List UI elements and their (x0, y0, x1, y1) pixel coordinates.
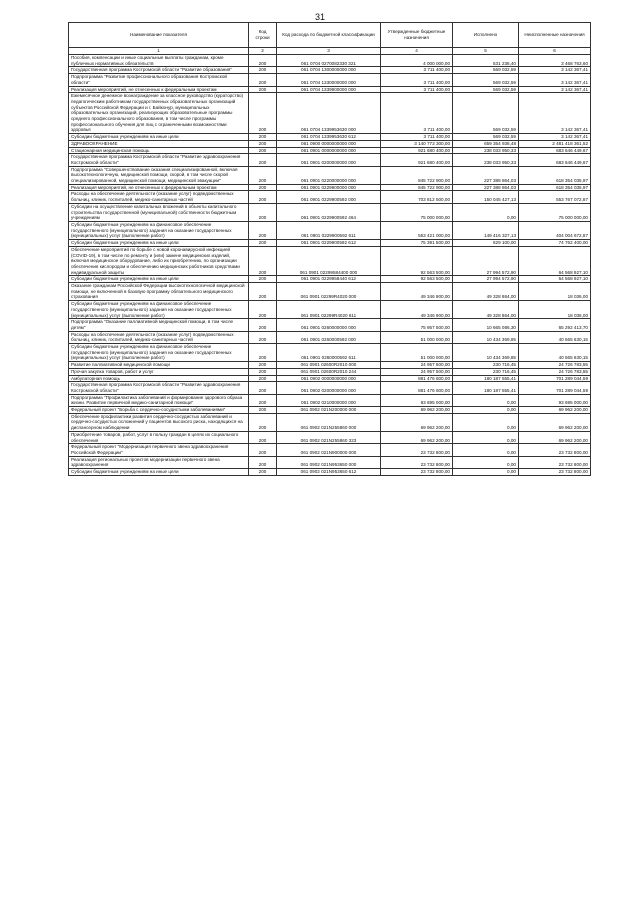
table-row (69, 394, 591, 406)
budget-code: 061 0902 0000000000 000 (277, 375, 381, 382)
row-code: 200 (249, 147, 277, 154)
indicator-name: Субсидии на осуществление капитальных вложений в объекты капитального строительства государственной (муниципальной) собственности бюджетным учреждениям (69, 203, 249, 221)
table-row (69, 154, 591, 166)
column-index: 3 (277, 48, 381, 55)
budget-code: 061 0902 021N953650 612 (277, 469, 381, 476)
table-row (69, 331, 591, 343)
executed-amount: 569 032,59 (453, 74, 519, 86)
indicator-name: Пособия, компенсации и иные социальные выплаты гражданам, кроме публичных нормативных обязательств (69, 55, 249, 67)
indicator-name: Обеспечение мероприятий по борьбе с новой коронавирусной инфекцией (COVID-19), в том числе по ремонту и (или) замене медицинских изделий, включая медицинское оборудование, либо их приобретению, по организации обеспечения кислородом и обеспечению медицинских работников средствами индивидуальной защиты (69, 246, 249, 276)
remaining-amount: 93 695 000,00 (519, 394, 591, 406)
indicator-name: Реализация региональных проектов модернизации первичного звена здравоохранения (69, 456, 249, 468)
indicator-name: Подпрограмма "Профилактика заболеваний и формирование здорового образа жизни. Развитие первичной медико-санитарной помощи" (69, 394, 249, 406)
table-row (69, 407, 591, 414)
row-code: 200 (249, 134, 277, 141)
approved-amount: 75 957 500,00 (381, 319, 453, 331)
approved-amount: 49 346 900,00 (381, 301, 453, 319)
indicator-name: Субсидии бюджетным учреждениям на финансовое обеспечение государственного (муниципального) задания на оказание государственных (муниципальных) услуг (выполнение работ) (69, 221, 249, 239)
table-row (69, 368, 591, 375)
indicator-name: Субсидии бюджетным учреждениям на иные цели (69, 276, 249, 283)
budget-code: 061 0902 021N900000 000 (277, 444, 381, 456)
approved-amount: 3 711 400,00 (381, 134, 453, 141)
row-code: 200 (249, 431, 277, 443)
executed-amount: 0,00 (453, 394, 519, 406)
remaining-amount: 23 732 800,00 (519, 456, 591, 468)
remaining-amount: 683 646 449,67 (519, 154, 591, 166)
executed-amount: 49 328 864,00 (453, 301, 519, 319)
table-row (69, 74, 591, 86)
remaining-amount: 618 354 035,97 (519, 184, 591, 191)
row-code: 200 (249, 394, 277, 406)
remaining-amount: 74 762 400,00 (519, 240, 591, 247)
executed-amount: 238 033 950,33 (453, 147, 519, 154)
row-code: 200 (249, 456, 277, 468)
remaining-amount: 75 000 000,00 (519, 203, 591, 221)
approved-amount: 845 722 900,00 (381, 184, 453, 191)
row-code: 200 (249, 444, 277, 456)
row-code: 200 (249, 246, 277, 276)
approved-amount: 69 962 200,00 (381, 407, 453, 414)
approved-amount: 881 476 600,00 (381, 375, 453, 382)
remaining-amount: 64 568 927,10 (519, 246, 591, 276)
approved-amount: 23 732 800,00 (381, 444, 453, 456)
budget-code: 061 0901 0220000000 000 (277, 166, 381, 184)
remaining-amount: 69 962 200,00 (519, 407, 591, 414)
approved-amount: 921 680 400,00 (381, 154, 453, 166)
approved-amount: 75 391 500,00 (381, 240, 453, 247)
remaining-amount: 69 962 200,00 (519, 431, 591, 443)
row-code: 200 (249, 331, 277, 343)
row-code: 200 (249, 301, 277, 319)
executed-amount: 0,00 (453, 407, 519, 414)
indicator-name: Субсидии бюджетным учреждениям на иные цели (69, 240, 249, 247)
header-row-code: Код строки (249, 23, 277, 48)
row-code: 200 (249, 221, 277, 239)
executed-amount: 230 716,45 (453, 368, 519, 375)
row-code: 200 (249, 362, 277, 369)
budget-code: 061 0902 0210000000 000 (277, 394, 381, 406)
budget-code: 061 0901 0229900592 612 (277, 240, 381, 247)
executed-amount: 180 187 555,41 (453, 382, 519, 394)
approved-amount: 51 000 000,00 (381, 331, 453, 343)
indicator-name: Расходы на обеспечение деятельности (оказание услуг) подведомственных больниц, клиник, госпиталей, медико-санитарных частей (69, 191, 249, 203)
table-row (69, 319, 591, 331)
remaining-amount: 23 732 800,00 (519, 444, 591, 456)
indicator-name: Расходы на обеспечение деятельности (оказание услуг) подведомственных больниц, клиник, госпиталей, медико-санитарных частей (69, 331, 249, 343)
indicator-name: Ежемесячное денежное вознаграждение за классное руководство (кураторство) педагогическим работникам государственных образовательных организаций субъектов Российской Федерации и г. Байконур, муниципальных образовательных организаций, реализующих образовательные программы среднего профессионального образования, в том числе программы профессионального обучения для лиц с ограниченными возможностями здоровья (69, 93, 249, 134)
table-row (69, 166, 591, 184)
table-row (69, 203, 591, 221)
approved-amount: 75 000 000,00 (381, 203, 453, 221)
budget-code: 061 0902 0200000000 000 (277, 382, 381, 394)
budget-code: 061 0902 021N255860 000 (277, 413, 381, 431)
table-row (69, 191, 591, 203)
table-row (69, 86, 591, 93)
remaining-amount: 40 565 630,15 (519, 331, 591, 343)
approved-amount: 24 957 500,00 (381, 362, 453, 369)
approved-amount: 4 000 000,00 (381, 55, 453, 67)
row-code: 200 (249, 74, 277, 86)
approved-amount: 3 711 400,00 (381, 67, 453, 74)
executed-amount: 531 236,40 (453, 55, 519, 67)
budget-code: 061 0704 0270082330 321 (277, 55, 381, 67)
indicator-name: Подпрограмма "Развитие профессионального образования Костромской области" (69, 74, 249, 86)
row-code: 200 (249, 67, 277, 74)
indicator-name: Федеральный проект "Борьба с сердечно-сосудистыми заболеваниями" (69, 407, 249, 414)
column-index: 6 (519, 48, 591, 55)
row-code: 200 (249, 166, 277, 184)
remaining-amount: 23 732 800,00 (519, 469, 591, 476)
executed-amount: 0,00 (453, 431, 519, 443)
row-code: 200 (249, 368, 277, 375)
row-code: 200 (249, 344, 277, 362)
header-approved: Утвержденные бюджетные назначения (381, 23, 453, 48)
remaining-amount: 3 142 367,41 (519, 86, 591, 93)
executed-amount: 10 434 369,85 (453, 344, 519, 362)
column-index: 4 (381, 48, 453, 55)
header-remaining: Неисполненные назначения (519, 23, 591, 48)
row-code: 200 (249, 86, 277, 93)
approved-amount: 51 000 000,00 (381, 344, 453, 362)
executed-amount: 569 032,59 (453, 86, 519, 93)
budget-code: 061 0704 1339953630 000 (277, 93, 381, 134)
remaining-amount: 3 468 763,60 (519, 55, 591, 67)
approved-amount: 49 346 900,00 (381, 283, 453, 301)
column-index: 5 (453, 48, 519, 55)
executed-amount: 227 388 864,03 (453, 166, 519, 184)
approved-amount: 69 962 200,00 (381, 413, 453, 431)
budget-code: 061 0901 0260000592 000 (277, 331, 381, 343)
executed-amount: 0,00 (453, 469, 519, 476)
row-code: 200 (249, 191, 277, 203)
remaining-amount: 3 142 367,41 (519, 74, 591, 86)
approved-amount: 703 812 500,00 (381, 191, 453, 203)
approved-amount: 92 563 500,00 (381, 246, 453, 276)
remaining-amount: 24 726 783,55 (519, 368, 591, 375)
executed-amount: 569 032,59 (453, 93, 519, 134)
remaining-amount: 3 142 367,41 (519, 93, 591, 134)
remaining-amount: 3 142 367,41 (519, 67, 591, 74)
budget-execution-table (68, 22, 591, 476)
row-code: 200 (249, 375, 277, 382)
budget-code: 061 0902 021N953650 000 (277, 456, 381, 468)
approved-amount: 23 732 800,00 (381, 456, 453, 468)
indicator-name: Подпрограмма "Оказание паллиативной медицинской помощи, в том числе детям" (69, 319, 249, 331)
executed-amount: 27 994 572,90 (453, 276, 519, 283)
remaining-amount: 64 568 927,10 (519, 276, 591, 283)
executed-amount: 10 665 086,30 (453, 319, 519, 331)
executed-amount: 0,00 (453, 444, 519, 456)
executed-amount: 0,00 (453, 203, 519, 221)
table-row (69, 413, 591, 431)
table-row (69, 147, 591, 154)
row-code: 200 (249, 382, 277, 394)
remaining-amount: 683 646 449,67 (519, 147, 591, 154)
approved-amount: 553 421 000,00 (381, 221, 453, 239)
column-index: 2 (249, 48, 277, 55)
row-code: 200 (249, 413, 277, 431)
row-code: 200 (249, 240, 277, 247)
indicator-name: Подпрограмма "Совершенствование оказания специализированной, включая высокотехнологичную, медицинской помощи, скорой, в том числе скорой специализированной, медицинской помощи, медицинской эвакуации" (69, 166, 249, 184)
budget-code: 061 0901 0229900592 464 (277, 203, 381, 221)
row-code: 200 (249, 184, 277, 191)
budget-code: 061 0901 02600R2010 000 (277, 362, 381, 369)
indicator-name: Субсидии бюджетным учреждениям на финансовое обеспечение государственного (муниципального) задания на оказание государственных (муниципальных) услуг (выполнение работ) (69, 301, 249, 319)
remaining-amount: 618 354 035,97 (519, 166, 591, 184)
remaining-amount: 3 142 367,41 (519, 134, 591, 141)
indicator-name: Приобретение товаров, работ, услуг в пользу граждан в целях их социального обеспечения (69, 431, 249, 443)
table-row (69, 55, 591, 67)
row-code: 200 (249, 154, 277, 166)
executed-amount: 629 100,00 (453, 240, 519, 247)
executed-amount: 659 354 938,48 (453, 140, 519, 147)
indicator-name: Обеспечение профилактики развития сердечно-сосудистых заболеваний и сердечно-сосудистых осложнений у пациентов высокого риска, находящихся на диспансерном наблюдении (69, 413, 249, 431)
table-row (69, 93, 591, 134)
executed-amount: 230 716,45 (453, 362, 519, 369)
column-index-row (69, 48, 591, 55)
budget-code: 061 0901 0229900592 611 (277, 221, 381, 239)
executed-amount: 180 187 555,41 (453, 375, 519, 382)
budget-code: 061 0901 0200000000 000 (277, 154, 381, 166)
approved-amount: 69 962 200,00 (381, 431, 453, 443)
table-header-row (69, 23, 591, 48)
indicator-name: Субсидии бюджетным учреждениям на иные цели (69, 134, 249, 141)
row-code: 200 (249, 55, 277, 67)
executed-amount: 238 033 950,33 (453, 154, 519, 166)
indicator-name: Государственная программа Костромской области "Развитие здравоохранения Костромской области" (69, 154, 249, 166)
executed-amount: 0,00 (453, 413, 519, 431)
table-row (69, 375, 591, 382)
executed-amount: 10 434 369,85 (453, 331, 519, 343)
indicator-name: Реализация мероприятий, не отнесенных к федеральным проектам (69, 86, 249, 93)
approved-amount: 881 476 600,00 (381, 382, 453, 394)
budget-code: 061 0901 02600R2010 244 (277, 368, 381, 375)
budget-code: 061 0704 1330000000 000 (277, 74, 381, 86)
header-executed: Исполнено (453, 23, 519, 48)
budget-code: 061 0901 0229900592 000 (277, 191, 381, 203)
executed-amount: 27 994 572,90 (453, 246, 519, 276)
remaining-amount: 18 036,00 (519, 301, 591, 319)
approved-amount: 3 711 400,00 (381, 74, 453, 86)
table-row (69, 283, 591, 301)
row-code: 200 (249, 469, 277, 476)
executed-amount: 569 032,59 (453, 134, 519, 141)
indicator-name: Оказание гражданам Российской Федерации высокотехнологичной медицинской помощи, не включенной в базовую программу обязательного медицинского страхования (69, 283, 249, 301)
table-row (69, 246, 591, 276)
executed-amount: 150 045 427,13 (453, 191, 519, 203)
budget-code: 061 0901 0260000000 000 (277, 319, 381, 331)
indicator-name: Развитие паллиативной медицинской помощи (69, 362, 249, 369)
approved-amount: 921 680 400,00 (381, 147, 453, 154)
approved-amount: 92 563 500,00 (381, 276, 453, 283)
table-row (69, 301, 591, 319)
approved-amount: 3 140 773 300,00 (381, 140, 453, 147)
row-code: 200 (249, 319, 277, 331)
page-number: 31 (314, 12, 325, 22)
table-row (69, 444, 591, 456)
table-row (69, 431, 591, 443)
remaining-amount: 40 565 630,15 (519, 344, 591, 362)
budget-code: 061 0901 02299R4020 611 (277, 301, 381, 319)
table-row (69, 184, 591, 191)
header-indicator-name: Наименование показателя (69, 23, 249, 48)
row-code: 200 (249, 283, 277, 301)
indicator-name: Федеральный проект "Модернизация первичного звена здравоохранения Российской Федерации" (69, 444, 249, 456)
indicator-name: Субсидии бюджетным учреждениям на финансовое обеспечение государственного (муниципального) задания на оказание государственных (муниципальных) услуг (выполнение работ) (69, 344, 249, 362)
budget-code: 061 0902 021N200000 000 (277, 407, 381, 414)
indicator-name: Прочая закупка товаров, работ и услуг (69, 368, 249, 375)
remaining-amount: 404 004 672,87 (519, 221, 591, 239)
table-row (69, 221, 591, 239)
remaining-amount: 18 036,00 (519, 283, 591, 301)
table-row (69, 469, 591, 476)
header-budget-code: Код расхода по бюджетной классификации (277, 23, 381, 48)
approved-amount: 845 722 900,00 (381, 166, 453, 184)
executed-amount: 149 416 327,13 (453, 221, 519, 239)
remaining-amount: 553 767 072,87 (519, 191, 591, 203)
indicator-name: ЗДРАВООХРАНЕНИЕ (69, 140, 249, 147)
budget-code: 061 0901 02299R4020 000 (277, 283, 381, 301)
executed-amount: 0,00 (453, 456, 519, 468)
row-code: 200 (249, 140, 277, 147)
remaining-amount: 69 962 200,00 (519, 413, 591, 431)
budget-code: 061 0901 0229900000 000 (277, 184, 381, 191)
remaining-amount: 2 481 418 361,52 (519, 140, 591, 147)
indicator-name: Реализация мероприятий, не отнесенных к федеральным проектам (69, 184, 249, 191)
budget-code: 061 0901 0260000592 611 (277, 344, 381, 362)
table-row (69, 140, 591, 147)
approved-amount: 93 695 000,00 (381, 394, 453, 406)
table-row (69, 344, 591, 362)
table-row (69, 134, 591, 141)
remaining-amount: 701 289 044,59 (519, 375, 591, 382)
approved-amount: 24 957 500,00 (381, 368, 453, 375)
budget-code: 061 0704 1300000000 000 (277, 67, 381, 74)
approved-amount: 23 732 800,00 (381, 469, 453, 476)
indicator-name: Государственная программа Костромской области "Развитие образования" (69, 67, 249, 74)
budget-code: 061 0901 0229958440 612 (277, 276, 381, 283)
budget-code: 061 0901 0000000000 000 (277, 147, 381, 154)
remaining-amount: 24 726 783,55 (519, 362, 591, 369)
budget-code: 061 0704 1339900000 000 (277, 86, 381, 93)
budget-code: 061 0900 0000000000 000 (277, 140, 381, 147)
indicator-name: Субсидии бюджетным учреждениям на иные цели (69, 469, 249, 476)
column-index: 1 (69, 48, 249, 55)
row-code: 200 (249, 276, 277, 283)
table-row (69, 67, 591, 74)
table-row (69, 276, 591, 283)
budget-code: 061 0902 021N255860 323 (277, 431, 381, 443)
approved-amount: 3 711 400,00 (381, 86, 453, 93)
table-row (69, 362, 591, 369)
indicator-name: Государственная программа Костромской области "Развитие здравоохранения Костромской области" (69, 382, 249, 394)
remaining-amount: 701 289 044,59 (519, 382, 591, 394)
executed-amount: 49 328 864,00 (453, 283, 519, 301)
budget-code: 061 0901 02299584400 000 (277, 246, 381, 276)
indicator-name: Стационарная медицинская помощь (69, 147, 249, 154)
row-code: 200 (249, 203, 277, 221)
executed-amount: 227 388 864,03 (453, 184, 519, 191)
table-row (69, 382, 591, 394)
table-row (69, 240, 591, 247)
row-code: 200 (249, 93, 277, 134)
table-row (69, 456, 591, 468)
row-code: 200 (249, 407, 277, 414)
indicator-name: Амбулаторная помощь (69, 375, 249, 382)
approved-amount: 3 711 400,00 (381, 93, 453, 134)
remaining-amount: 65 292 413,70 (519, 319, 591, 331)
budget-code: 061 0704 1339953630 612 (277, 134, 381, 141)
executed-amount: 569 032,59 (453, 67, 519, 74)
